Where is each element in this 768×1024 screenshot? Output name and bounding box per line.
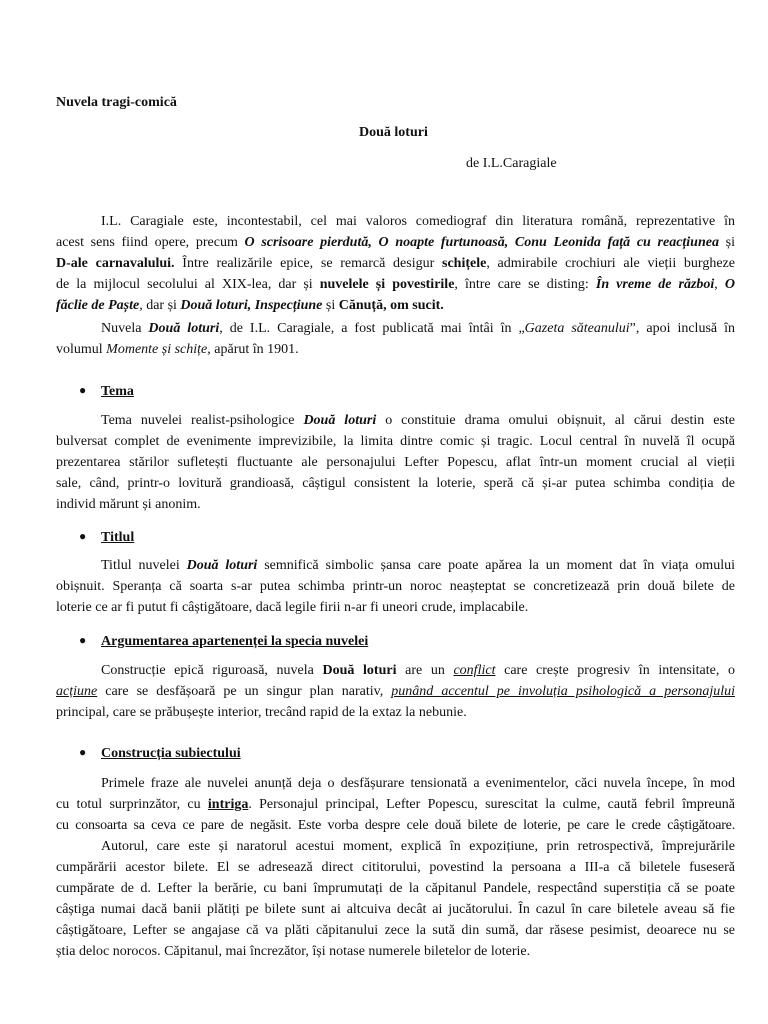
intro-work-title: În vreme de război — [595, 277, 715, 292]
constr-line-3: cu consoarta sa ceva ce pare de negăsit. Este vorba despre cele două bilete de loterie, pe care le crede câștigătoare. — [56, 818, 735, 833]
titlul-line-1 — [101, 557, 735, 575]
arg-text: Construcție epică riguroasă, nuvela — [101, 663, 323, 678]
arg-line-2 — [56, 683, 735, 701]
titlul-line-2: obișnuit. Speranța că soarta s-ar putea schimba printr-un noroc neașteptat se concretizează prin două bilete de — [56, 579, 735, 594]
intro-text: volumul — [56, 342, 107, 357]
arg-text: are un — [396, 663, 454, 678]
intro-text: , admirabile crochiuri ale vieții burgheze — [486, 256, 735, 271]
intro-line-7 — [56, 341, 299, 359]
arg-line-3: principal, care se prăbușește interior, trecând rapid de la extaz la nebunie. — [56, 705, 467, 720]
intro-work-title: Două loturi, Inspecțiune — [180, 298, 323, 313]
intro-work-title: Două loturi — [148, 321, 220, 336]
constr-text: cu totul surprinzător, cu — [56, 797, 208, 812]
constr-line-8: câștigătoare, Lefter se angajase că va plăti căpitanului zece la sută din sumă, dar răsese pesimist, deoarece nu se — [56, 923, 735, 938]
intro-keyword: nuvelele și povestirile — [319, 277, 455, 292]
constr-line-7: câștiga numai dacă banii plătiți pe bilete sunt ai altcuiva decât ai jucătorului. În cazul în care biletele aveau să fie — [56, 902, 735, 917]
document-author: de I.L.Caragiale — [466, 156, 557, 171]
arg-keyword-actiune: acțiune — [56, 684, 98, 699]
titlul-line-3: loterie ce ar fi putut fi câștigătoare, dacă legile firii n-ar fi uneori crude, implacabile. — [56, 600, 529, 615]
tema-text: o constituie drama omului obișnuit, al cărui destin este — [376, 413, 735, 428]
intro-works-list: O scrisoare pierdută, O noapte furtunoasă, Conu Leonida față cu reacțiunea — [244, 235, 719, 250]
intro-line-5 — [56, 297, 444, 315]
intro-text: Nuvela — [101, 321, 149, 336]
titlul-text: Titlul nuvelei — [101, 558, 187, 573]
intro-line-2 — [56, 234, 735, 252]
tema-line-3: prezentarea stărilor sufletești fluctuante ale personajului Lefter Popescu, aflat într-un moment crucial al vieții — [56, 455, 735, 470]
intro-work-title: D-ale carnavalului. — [56, 256, 175, 271]
intro-publication: Momente și schițe — [106, 342, 208, 357]
intro-text: I.L. Caragiale este, incontestabil, cel mai valoros comediograf din literatura română, reprezentative în — [101, 214, 735, 229]
intro-text: și — [322, 298, 339, 313]
intro-text: de la mijlocul secolului al XIX-lea, dar și — [56, 277, 320, 292]
tema-line-4: sale, când, printr-o lovitură grandioasă, câștigul consistent la loterie, speră că și-ar putea schimba condiția de — [56, 476, 735, 491]
bullet-icon: ● — [79, 633, 87, 647]
constr-line-6: cumpărate de d. Lefter la berărie, cu bani împrumutați de la căpitanul Pandele, respectând superstiția că se poate — [56, 881, 735, 896]
intro-text: și — [718, 235, 735, 250]
document-heading: Nuvela tragi-comică — [56, 95, 177, 110]
intro-work-title: Cănuță, om sucit. — [338, 298, 444, 313]
tema-text: Tema nuvelei realist-psihologice — [101, 413, 304, 428]
tema-work-title: Două loturi — [303, 413, 377, 428]
intro-work-title: făclie de Paște — [56, 298, 140, 313]
section-title-tema: Tema — [101, 384, 134, 399]
intro-line-1 — [101, 213, 735, 231]
arg-emphasis: punând accentul pe involuția psihologică a personajului — [391, 684, 735, 699]
arg-keyword-conflict: conflict — [453, 663, 496, 678]
section-title-titlul: Titlul — [101, 530, 135, 545]
intro-text: , dar și — [139, 298, 181, 313]
titlul-text: semnifică simbolic șansa care poate apărea la un moment dat în viața omului — [257, 558, 735, 573]
intro-text: Între realizările epice, se remarcă desigur — [174, 256, 442, 271]
intro-work-title: O — [724, 277, 735, 292]
bullet-icon: ● — [79, 745, 87, 759]
intro-line-4 — [56, 276, 735, 294]
constr-keyword-intriga: intriga — [207, 797, 249, 812]
intro-text: , apărut în 1901. — [207, 342, 299, 357]
intro-text: , de I.L. Caragiale, a fost publicată mai întâi în „ — [219, 321, 525, 336]
arg-text: care se desfășoară pe un singur plan narativ, — [97, 684, 392, 699]
section-title-constructia: Construcția subiectului — [101, 746, 241, 761]
intro-keyword: schițele — [442, 256, 487, 271]
bullet-icon: ● — [79, 529, 87, 543]
constr-line-9: știa deloc norocos. Căpitanul, mai încrezător, își notase numerele biletelor de loterie. — [56, 944, 531, 959]
constr-line-5: cumpărării acestor bilete. El se adresează direct cititorului, povestind la persoana a III-a că biletele fuseseră — [56, 860, 735, 875]
tema-line-5: individ mărunt și anonim. — [56, 497, 201, 512]
document-title: Două loturi — [359, 125, 428, 140]
intro-publication: Gazeta săteanului — [524, 321, 630, 336]
intro-line-6 — [101, 320, 735, 338]
intro-text: , — [714, 277, 725, 292]
arg-text: care crește progresiv în intensitate, o — [495, 663, 736, 678]
tema-line-2: bulversat complet de evenimente imprevizibile, la limita dintre comic și tragic. Locul central în nuvelă îl ocupă — [56, 434, 735, 449]
arg-work-title: Două loturi — [322, 663, 397, 678]
intro-line-3 — [56, 255, 735, 273]
constr-line-1: Primele fraze ale nuvelei anunță deja o desfășurare tensionată a evenimentelor, căci nuvela începe, în mod — [101, 776, 735, 791]
bullet-icon: ● — [79, 383, 87, 397]
constr-line-2 — [56, 796, 735, 814]
constr-text: . Personajul principal, Lefter Popescu, surescitat la culme, caută febril împreună — [248, 797, 735, 812]
intro-text: ”, apoi inclusă în — [629, 321, 735, 336]
section-title-argumentarea: Argumentarea apartenenței la specia nuvelei — [101, 634, 369, 649]
tema-line-1 — [101, 412, 735, 430]
intro-text: acest sens fiind opere, precum — [56, 235, 245, 250]
arg-line-1 — [101, 662, 735, 680]
titlul-work-title: Două loturi — [186, 558, 258, 573]
intro-text: , între care se disting: — [454, 277, 596, 292]
constr-line-4: Autorul, care este și naratorul acestui moment, explică în expozițiune, prin retrospectivă, împrejurările — [101, 839, 735, 854]
